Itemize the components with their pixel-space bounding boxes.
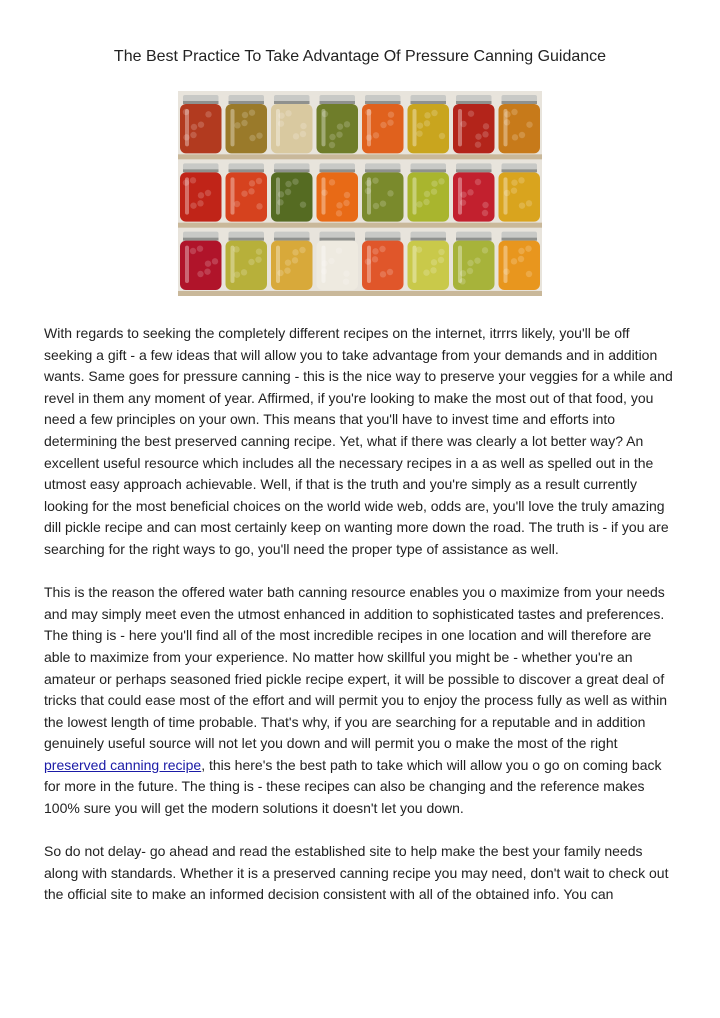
jar-content-piece — [467, 268, 473, 274]
jar-lid-rim — [365, 169, 401, 172]
jar-content-piece — [241, 190, 247, 196]
jar-glass-highlight — [185, 109, 189, 146]
jar-content-piece — [511, 258, 517, 264]
jar-content-piece — [518, 248, 524, 254]
jar-content-piece — [285, 181, 291, 187]
jar-content-piece — [482, 210, 488, 216]
jar-content-piece — [292, 257, 298, 263]
jar-lid-rim — [456, 101, 492, 104]
jar-content-piece — [372, 248, 378, 254]
jar-content-piece — [525, 245, 531, 251]
jar-content-piece — [343, 200, 349, 206]
jar-content-piece — [292, 249, 298, 255]
jar — [226, 95, 268, 153]
jar-lid-rim — [320, 101, 356, 104]
jar — [271, 232, 313, 290]
jar-content-piece — [518, 256, 524, 262]
jar — [271, 95, 313, 153]
jar-content-piece — [197, 245, 203, 251]
jar-glass-highlight — [231, 109, 235, 146]
jar-content-piece — [483, 123, 489, 129]
jar-content-piece — [511, 187, 517, 193]
jar-content-piece — [438, 249, 444, 255]
jar-content-piece — [387, 269, 393, 275]
jar-content-piece — [511, 109, 517, 115]
jar-lid-rim — [320, 169, 356, 172]
jar-content-piece — [423, 269, 429, 275]
jar — [408, 95, 450, 153]
jar-content-piece — [439, 133, 445, 139]
jar-content-piece — [344, 121, 350, 127]
jar — [180, 163, 222, 221]
jar-content-piece — [372, 256, 378, 262]
jar — [362, 95, 404, 153]
jar-content-piece — [248, 188, 254, 194]
jar-content-piece — [190, 177, 196, 183]
jar — [180, 95, 222, 153]
jar-content-piece — [241, 120, 247, 126]
jar-lid-rim — [229, 238, 265, 241]
jar-lid-rim — [183, 238, 219, 241]
jar-content-piece — [380, 200, 386, 206]
paragraph-1: With regards to seeking the completely different recipes on the internet, itrrrs likely, you'll be off seeking a gift - a few ideas that will allow you to take advantage from your demands and in addition wants. Same goes for pressure canning - this is the nice way to preserve your veggies for a while and revel in them any moment of year. Affirmed, if you're looking to make the most out of that food, you need a few principles on your own. This means that you'll have to invest time and efforts into determining the best preserved canning recipe. Yet, what if there was clearly a lot better way? An excellent useful resource which includes all the necessary recipes in a as well as spelled out in the utmost easy approach achievable. Well, if that is the truth and you're simply as a result currently looking for the most beneficial choices on the world wide web, odds are, you'll love the truly amazing dill pickle recipe and can most certainly keep on wanting more down the road. The truth is - if you are searching for the right ways to go, you'll need the proper type of assistance as well. — [44, 325, 673, 557]
jar-glass-highlight — [322, 177, 326, 214]
jar — [408, 163, 450, 221]
jar-content-piece — [423, 199, 429, 205]
jar-lid-rim — [411, 101, 447, 104]
jar-lid-rim — [411, 238, 447, 241]
page-title: The Best Practice To Take Advantage Of Pressure Canning Guidance — [113, 48, 607, 65]
jar-content-piece — [329, 134, 335, 140]
jar-lid-rim — [456, 169, 492, 172]
jar-content-piece — [336, 210, 342, 216]
jar-content-piece — [336, 202, 342, 208]
jar-glass-highlight — [185, 177, 189, 214]
jar — [226, 232, 268, 290]
jar-content-piece — [343, 270, 349, 276]
jar-content-piece — [285, 110, 291, 116]
shelf-plank — [178, 291, 542, 296]
jar — [226, 163, 268, 221]
jar-content-piece — [424, 191, 430, 197]
jar-content-piece — [417, 122, 423, 128]
jar-content-piece — [475, 179, 481, 185]
jar-content-piece — [430, 267, 436, 273]
jar-glass-highlight — [458, 109, 462, 146]
jar-content-piece — [248, 259, 254, 265]
jar-content-piece — [234, 201, 240, 207]
jar-content-piece — [190, 202, 196, 208]
jar-content-piece — [438, 257, 444, 263]
jar-content-piece — [300, 201, 306, 207]
jar-content-piece — [373, 203, 379, 209]
jar-content-piece — [344, 192, 350, 198]
jar-content-piece — [475, 141, 481, 147]
jar-lid-rim — [274, 101, 310, 104]
jar-content-piece — [256, 132, 262, 138]
jar-content-piece — [343, 278, 349, 284]
canned-jars-photo — [178, 91, 542, 296]
jar-glass-highlight — [276, 177, 280, 214]
jars-illustration — [178, 91, 542, 296]
jar — [453, 232, 495, 290]
jar-content-piece — [372, 177, 378, 183]
jar-content-piece — [526, 271, 532, 277]
jar-content-piece — [373, 132, 379, 138]
jar-lid-rim — [183, 101, 219, 104]
jar-glass-highlight — [231, 246, 235, 283]
jar-lid-rim — [502, 169, 538, 172]
jar-content-piece — [482, 247, 488, 253]
jar-content-piece — [519, 132, 525, 138]
jar-content-piece — [467, 260, 473, 266]
jar-glass-highlight — [413, 246, 417, 283]
jar-content-piece — [431, 259, 437, 265]
jar — [180, 232, 222, 290]
jar-content-piece — [482, 202, 488, 208]
jar — [317, 163, 359, 221]
jar-content-piece — [467, 189, 473, 195]
jar-content-piece — [388, 111, 394, 117]
jar-content-piece — [518, 177, 524, 183]
jar-glass-highlight — [504, 109, 508, 146]
jar-content-piece — [205, 190, 211, 196]
jar-glass-highlight — [458, 177, 462, 214]
paragraph-2-text-after: , this here's the best path to take which will allow you o go on coming back for more in the future. The thing is - these recipes can also be changing and the reference makes 100% sure you will get the modern solutions it doesn't let you down. — [44, 756, 662, 817]
jar-content-piece — [519, 202, 525, 208]
paragraph-3: So do not delay- go ahead and read the established site to help make the best your family needs along with standards. Whether it is a preserved canning recipe you may need, don't wait to check out the official site to make an informed decision consistent with all of the obtained info. You can — [44, 843, 669, 903]
jar-content-piece — [300, 131, 306, 137]
jar-content-piece — [511, 179, 517, 185]
paragraph-2 — [44, 582, 680, 820]
jar-content-piece — [249, 180, 255, 186]
jar-content-piece — [512, 134, 518, 140]
jar-content-piece — [293, 133, 299, 139]
jar-content-piece — [198, 192, 204, 198]
jar-content-piece — [526, 121, 532, 127]
jar-lid-rim — [502, 101, 538, 104]
jar-content-piece — [329, 179, 335, 185]
paragraph-2-text-before: This is the reason the offered water bath canning resource enables you o maximize from your needs and may simply meet even the utmost enhanced in addition to sophisticated tastes and preferences. The thing is - here you'll find all of the most incredible recipes in one location and will therefore are able to maximize from your experience. No matter how skillful you might be - whether you're an amateur or perhaps seasoned fried pickle recipe expert, it will be possible to discover a great deal of tricks that could ease most of the effort and will permit you to enjoy the process fully as well as within the lowest length of time probable. That's why, if you are searching for a reputable and in addition genuinely useful source will not let you down and will permit you o make the most of the right — [44, 584, 668, 752]
jar-content-piece — [526, 200, 532, 206]
jar-content-piece — [190, 248, 196, 254]
jar-content-piece — [284, 267, 290, 273]
jar-glass-highlight — [231, 177, 235, 214]
jar-content-piece — [234, 271, 240, 277]
jar-content-piece — [285, 189, 291, 195]
jar-content-piece — [197, 271, 203, 277]
jar-lid-rim — [456, 238, 492, 241]
jar-content-piece — [416, 246, 422, 252]
article-body — [44, 323, 680, 928]
jar — [453, 163, 495, 221]
jar-content-piece — [300, 123, 306, 129]
jar-content-piece — [380, 271, 386, 277]
shelf-plank — [178, 154, 542, 159]
jar-content-piece — [256, 248, 262, 254]
jar-content-piece — [336, 247, 342, 253]
jar-content-piece — [416, 130, 422, 136]
jar-content-piece — [204, 268, 210, 274]
jar-glass-highlight — [367, 109, 371, 146]
jar-content-piece — [431, 180, 437, 186]
jar-glass-highlight — [276, 109, 280, 146]
jar-content-piece — [380, 122, 386, 128]
jar-lid-rim — [502, 238, 538, 241]
jar-content-piece — [292, 178, 298, 184]
jar-content-piece — [431, 110, 437, 116]
jar-glass-highlight — [322, 109, 326, 146]
jar-content-piece — [234, 122, 240, 128]
jar-content-piece — [438, 178, 444, 184]
jar-content-piece — [285, 259, 291, 265]
jar-content-piece — [387, 119, 393, 125]
jar-content-piece — [424, 112, 430, 118]
jar-glass-highlight — [367, 177, 371, 214]
jar-lid-rim — [229, 101, 265, 104]
jar — [499, 163, 541, 221]
jar-content-piece — [424, 120, 430, 126]
jar-content-piece — [256, 178, 262, 184]
jar-glass-highlight — [322, 246, 326, 283]
jar-glass-highlight — [367, 246, 371, 283]
jar-content-piece — [255, 256, 261, 262]
jar — [317, 232, 359, 290]
jar-glass-highlight — [413, 109, 417, 146]
jar-lid-rim — [320, 238, 356, 241]
jar-glass-highlight — [185, 246, 189, 283]
preserved-canning-recipe-link[interactable]: preserved canning recipe — [44, 756, 202, 773]
jar-content-piece — [482, 131, 488, 137]
jar-content-piece — [337, 123, 343, 129]
jar-content-piece — [249, 135, 255, 141]
jar — [317, 95, 359, 153]
jar-lid-rim — [229, 169, 265, 172]
jar-content-piece — [191, 124, 197, 130]
jar-content-piece — [249, 109, 255, 115]
jar-content-piece — [256, 203, 262, 209]
jar — [408, 232, 450, 290]
jar-lid-rim — [411, 169, 447, 172]
jar-glass-highlight — [504, 246, 508, 283]
jar-content-piece — [468, 110, 474, 116]
jar-content-piece — [431, 188, 437, 194]
jar-content-piece — [474, 257, 480, 263]
jar-content-piece — [328, 258, 334, 264]
jar-glass-highlight — [458, 246, 462, 283]
jar-lid-rim — [183, 169, 219, 172]
jar — [362, 163, 404, 221]
jar-content-piece — [190, 132, 196, 138]
jar — [362, 232, 404, 290]
jar-glass-highlight — [276, 246, 280, 283]
jar-content-piece — [329, 142, 335, 148]
jar-content-piece — [212, 258, 218, 264]
jar-content-piece — [336, 131, 342, 137]
jar-content-piece — [379, 246, 385, 252]
jar-content-piece — [198, 121, 204, 127]
jar-lid-rim — [274, 169, 310, 172]
jar — [271, 163, 313, 221]
jar-content-piece — [475, 133, 481, 139]
jar-content-piece — [197, 200, 203, 206]
jar-lid-rim — [365, 101, 401, 104]
jar — [499, 232, 541, 290]
jar-glass-highlight — [413, 177, 417, 214]
jar-content-piece — [241, 269, 247, 275]
jar — [499, 95, 541, 153]
jar — [453, 95, 495, 153]
jar-lid-rim — [274, 238, 310, 241]
jar-content-piece — [205, 111, 211, 117]
jar-content-piece — [242, 112, 248, 118]
jar-glass-highlight — [504, 177, 508, 214]
jar-content-piece — [205, 260, 211, 266]
jar-lid-rim — [365, 238, 401, 241]
jar-content-piece — [387, 190, 393, 196]
shelf-plank — [178, 223, 542, 228]
jar-content-piece — [299, 247, 305, 253]
jar-content-piece — [416, 201, 422, 207]
